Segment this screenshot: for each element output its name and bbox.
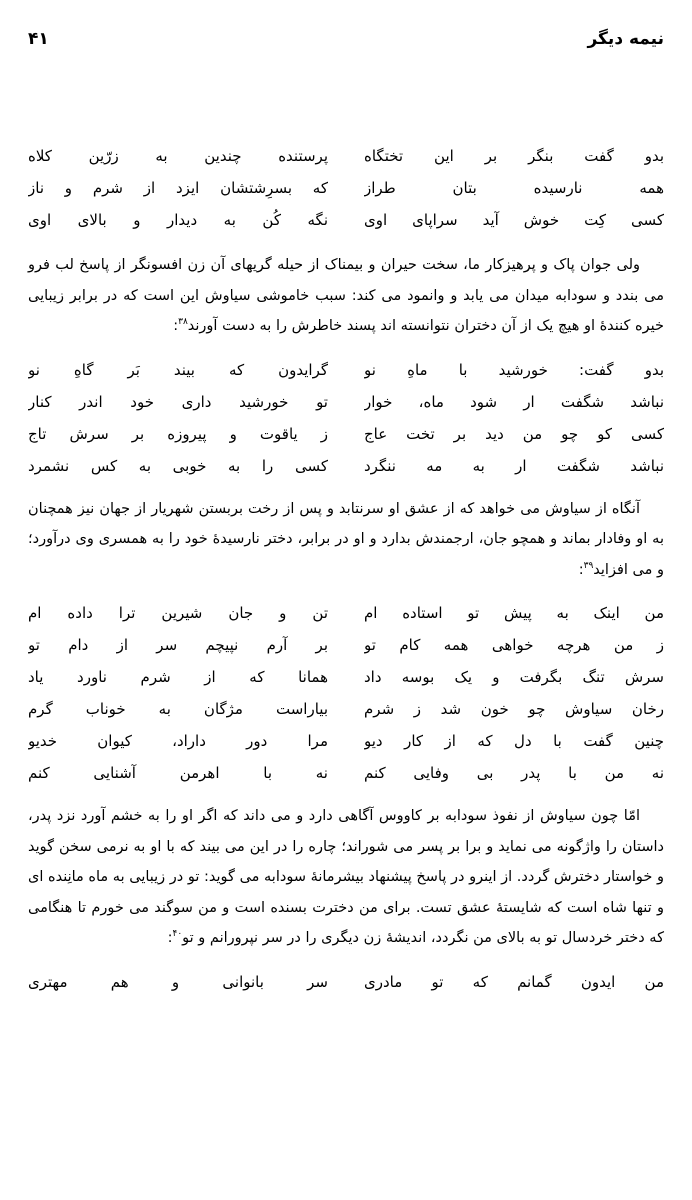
hemistich-first: سرش تنگ بگرفت و یک بوسه داد [364, 668, 664, 686]
hemistich-second: نگه کُن به دیدار و بالای اوی [28, 211, 328, 229]
hemistich-second: سر بانوانی و هم مهتری [28, 972, 328, 991]
verse-line [28, 725, 664, 757]
hemistich-first: نباشد شگفت ار به مه ننگرد [364, 456, 664, 475]
verse-line [28, 172, 664, 204]
paragraph-colon: : [173, 318, 179, 334]
verse-block-3 [28, 597, 664, 789]
page-body [28, 140, 664, 998]
prose-paragraph-1 [28, 250, 664, 342]
verse-block-1 [28, 140, 664, 236]
hemistich-first: نه من با پدر بی وفایی کنم [364, 764, 664, 782]
hemistich-first: من اینک به پیش تو استاده ام [364, 604, 664, 622]
running-title: نیمه دیگر [587, 29, 664, 49]
verse-block-2 [28, 354, 664, 482]
hemistich-first: نباشد شگفت ار شود ماه، خوار [364, 392, 664, 411]
footnote-marker: ۳۸ [178, 317, 188, 328]
verse-line [28, 386, 664, 418]
page-header [28, 24, 664, 54]
hemistich-first: بدو گفت: خورشید با ماهِ نو [364, 360, 664, 379]
verse-line [28, 140, 664, 172]
verse-line [28, 966, 664, 998]
paragraph-colon: : [578, 561, 584, 578]
hemistich-first: چنین گفت با دل که از کار دیو [364, 732, 664, 750]
hemistich-first: کسی کو چو من دید بر تخت عاج [364, 424, 664, 443]
paragraph-text: امّا چون سیاوش از نفوذ سودابه بر کاووس آگاهی دارد و می داند که اگر او را به خشم آورد نزد پدر، داستان را واژگونه می نماید و برا بر پسر می شوراند؛ چاره را در این می بیند که با او به نرمی سخن گوید و خواستار دخترش گردد. از اینرو در پاسخ پیشنهاد بیشرمانهٔ سودابه می گوید: تو در زیبایی به ماه مانِنده ای و تنها شاه است که شایستهٔ عشق تست. برای من دخترت بسنده است و من سوگند می خورم تا هنگامی که دختر خردسال تو به بالای من نگردد، اندیشهٔ زن دیگری را در سر نپرورانم و تو [28, 808, 664, 946]
hemistich-first: کسی کِت خوش آید سراپای اوی [364, 211, 664, 229]
verse-line [28, 354, 664, 386]
verse-line [28, 597, 664, 629]
verse-line [28, 757, 664, 789]
verse-line [28, 204, 664, 236]
paragraph-text: آنگاه از سیاوش می خواهد که از عشق او سرنتابد و پس از رخت بربستن شهریار از جهان نیز همچنان به او وفادار بماند و همچو جان، ارجمندش بدارد و او در برابر، دختر نارسیدهٔ خود را به همسری وی درآورد؛ و می افزاید [28, 500, 664, 578]
hemistich-first: ز من هرچه خواهی همه کام تو [364, 636, 664, 654]
footnote-marker: ۳۹ [583, 560, 594, 571]
hemistich-first: بدو گفت بنگر بر این تختگاه [364, 147, 664, 165]
verse-line [28, 418, 664, 450]
hemistich-second: نه با اهرمن آشنایی کنم [28, 764, 328, 782]
hemistich-second: گرایدون که بیند بَر گاهِ نو [28, 360, 328, 379]
hemistich-first: همه نارسیده بتان طراز [364, 179, 664, 197]
hemistich-second: تن و جان شیرین ترا داده ام [28, 604, 328, 622]
page-number: ۴۱ [28, 29, 49, 49]
paragraph-text: ولی جوان پاک و پرهیزکار ما، سخت حیران و بیمناک از حیله گریهای آن زن افسونگر از پاسخ لب فرو می بندد و سودابه میدان می یابد و وانمود می کند: سبب خاموشی سیاوش این است که در برابر زیبایی خیره کنندهٔ او هیچ یک از آن دختران نتوانسته اند پسند خاطرش را به دست آورند [28, 257, 664, 334]
verse-line [28, 629, 664, 661]
paragraph-colon: : [167, 930, 173, 946]
footnote-marker: ۴۰ [172, 929, 183, 940]
hemistich-first: من ایدون گمانم که تو مادری [364, 972, 664, 991]
hemistich-second: تو خورشید داری خود اندر کنار [28, 392, 328, 411]
prose-paragraph-2 [28, 494, 664, 586]
hemistich-second: بیاراست مژگان به خوناب گرم [28, 700, 328, 718]
hemistich-second: همانا که از شرم ناورد یاد [28, 668, 328, 686]
hemistich-second: پرستنده چندین به زرّین کلاه [28, 147, 328, 165]
verse-line [28, 661, 664, 693]
hemistich-first: رخان سیاوش چو خون شد ز شرم [364, 700, 664, 718]
verse-line [28, 450, 664, 482]
hemistich-second: کسی را به خوبی به کس نشمرد [28, 456, 328, 475]
verse-block-4 [28, 966, 664, 998]
hemistich-second: مرا دور داراد، کیوان خدیو [28, 732, 328, 750]
hemistich-second: ز یاقوت و پیروزه بر سرش تاج [28, 424, 328, 443]
hemistich-second: که بسرِشتشان ایزد از شرم و ناز [28, 179, 328, 197]
prose-paragraph-3 [28, 801, 664, 954]
hemistich-second: بر آرم نپیچم سر از دام تو [28, 636, 328, 654]
verse-line [28, 693, 664, 725]
